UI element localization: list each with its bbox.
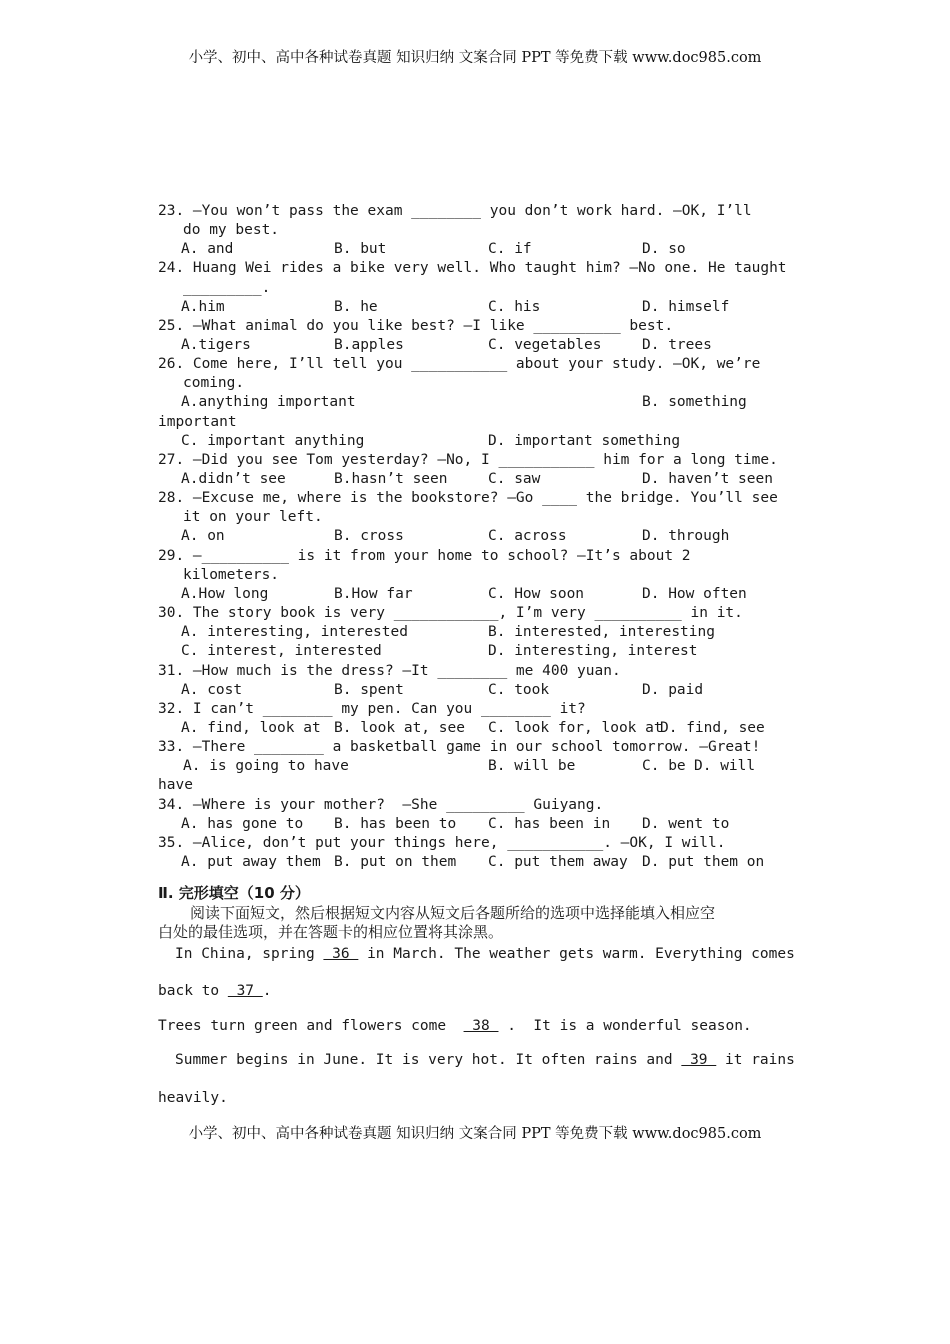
option-a: A. put away them xyxy=(181,854,321,870)
option-c: C. important anything xyxy=(181,433,365,449)
option-b: B. interested, interesting xyxy=(488,624,715,640)
question-stem: kilometers. xyxy=(183,567,280,583)
blank-39: 39 xyxy=(681,1052,717,1068)
option-b: B. has been to xyxy=(334,816,457,832)
option-b: B.How far xyxy=(334,586,413,602)
option-b: B. but xyxy=(334,241,387,257)
blank-37: 37 xyxy=(227,983,263,999)
passage-line: In China, spring 36 in March. The weather gets warm. Everything comes xyxy=(175,946,795,962)
option-b-continued: important xyxy=(158,414,237,430)
option-a: A. cost xyxy=(181,682,243,698)
option-b: B.apples xyxy=(334,337,404,353)
option-a: A. on xyxy=(181,528,225,544)
passage-line: back to 37 . xyxy=(158,983,272,999)
question-stem: 28. —Excuse me, where is the bookstore? —Go ____ the bridge. You’ll see xyxy=(158,490,778,506)
option-b: B. look at, see xyxy=(334,720,465,736)
question-stem: 24. Huang Wei rides a bike very well. Who taught him? —No one. He taught xyxy=(158,260,787,276)
option-d-continued: have xyxy=(158,777,193,793)
option-a: A.him xyxy=(181,299,225,315)
option-a: A. interesting, interested xyxy=(181,624,408,640)
question-stem: _________. xyxy=(183,280,271,296)
option-b: B.hasn’t seen xyxy=(334,471,448,487)
option-a: A.How long xyxy=(181,586,269,602)
question-stem: 35. —Alice, don’t put your things here, ___________. —OK, I will. xyxy=(158,835,726,851)
option-d: D. important something xyxy=(488,433,681,449)
option-c: C. has been in xyxy=(488,816,611,832)
option-d: D. so xyxy=(642,241,686,257)
option-c: C. interest, interested xyxy=(181,643,382,659)
option-c: C. across xyxy=(488,528,567,544)
option-a: A.tigers xyxy=(181,337,251,353)
option-a: A. is going to have xyxy=(183,758,349,774)
option-c: C. saw xyxy=(488,471,541,487)
section-instruction: 白处的最佳选项，并在答题卡的相应位置将其涂黑。 xyxy=(158,923,504,941)
option-c: C. How soon xyxy=(488,586,585,602)
passage-line: Trees turn green and flowers come 38 . It is a wonderful season. xyxy=(158,1018,752,1034)
question-stem: 29. —__________ is it from your home to school? —It’s about 2 xyxy=(158,548,691,564)
page-header: 小学、初中、高中各种试卷真题 知识归纳 文案合同 PPT 等免费下载 www.doc985.com xyxy=(188,50,762,66)
option-c: C. look for, look at xyxy=(488,720,663,736)
option-a: A.anything important xyxy=(181,394,356,410)
option-a: A.didn’t see xyxy=(181,471,286,487)
option-d: D. paid xyxy=(642,682,704,698)
option-c: C. took xyxy=(488,682,550,698)
blank-38: 38 xyxy=(463,1018,499,1034)
option-d: D. find, see xyxy=(660,720,765,736)
section-title: Ⅱ. 完形填空（10 分） xyxy=(158,884,310,902)
option-d: D. himself xyxy=(642,299,730,315)
page-footer: 小学、初中、高中各种试卷真题 知识归纳 文案合同 PPT 等免费下载 www.doc985.com xyxy=(188,1126,762,1142)
option-a: A. has gone to xyxy=(181,816,304,832)
passage-line: heavily. xyxy=(158,1090,228,1106)
question-stem: 27. —Did you see Tom yesterday? —No, I ___________ him for a long time. xyxy=(158,452,778,468)
section-instruction: 阅读下面短文，然后根据短文内容从短文后各题所给的选项中选择能填入相应空 xyxy=(190,904,716,922)
option-d: D. trees xyxy=(642,337,712,353)
option-d: D. through xyxy=(642,528,730,544)
question-stem: 30. The story book is very ____________, I’m very __________ in it. xyxy=(158,605,743,621)
passage-line: Summer begins in June. It is very hot. It often rains and 39 it rains xyxy=(175,1052,795,1068)
question-stem: 33. —There ________ a basketball game in our school tomorrow. —Great! xyxy=(158,739,761,755)
option-d: D. haven’t seen xyxy=(642,471,773,487)
question-stem: coming. xyxy=(183,375,245,391)
blank-36: 36 xyxy=(323,946,359,962)
option-d: D. will xyxy=(694,758,756,774)
option-d: D. How often xyxy=(642,586,747,602)
question-stem: do my best. xyxy=(183,222,280,238)
option-b: B. he xyxy=(334,299,378,315)
option-d: D. went to xyxy=(642,816,730,832)
option-d: D. interesting, interest xyxy=(488,643,698,659)
question-stem: 26. Come here, I’ll tell you ___________ about your study. —OK, we’re xyxy=(158,356,761,372)
question-stem: 34. —Where is your mother? —She _________ Guiyang. xyxy=(158,797,604,813)
option-c: C. if xyxy=(488,241,532,257)
option-a: A. find, look at xyxy=(181,720,321,736)
question-stem: 31. —How much is the dress? —It ________ me 400 yuan. xyxy=(158,663,621,679)
option-c: C. be xyxy=(642,758,686,774)
option-c: C. his xyxy=(488,299,541,315)
question-stem: it on your left. xyxy=(183,509,323,525)
question-stem: 32. I can’t ________ my pen. Can you ________ it? xyxy=(158,701,586,717)
question-stem: 23. —You won’t pass the exam ________ you don’t work hard. —OK, I’ll xyxy=(158,203,752,219)
option-b: B. something xyxy=(642,394,747,410)
option-b: B. will be xyxy=(488,758,576,774)
option-c: C. vegetables xyxy=(488,337,602,353)
option-b: B. spent xyxy=(334,682,404,698)
option-b: B. put on them xyxy=(334,854,457,870)
option-a: A. and xyxy=(181,241,234,257)
option-c: C. put them away xyxy=(488,854,628,870)
option-d: D. put them on xyxy=(642,854,765,870)
option-b: B. cross xyxy=(334,528,404,544)
question-stem: 25. —What animal do you like best? —I like __________ best. xyxy=(158,318,674,334)
